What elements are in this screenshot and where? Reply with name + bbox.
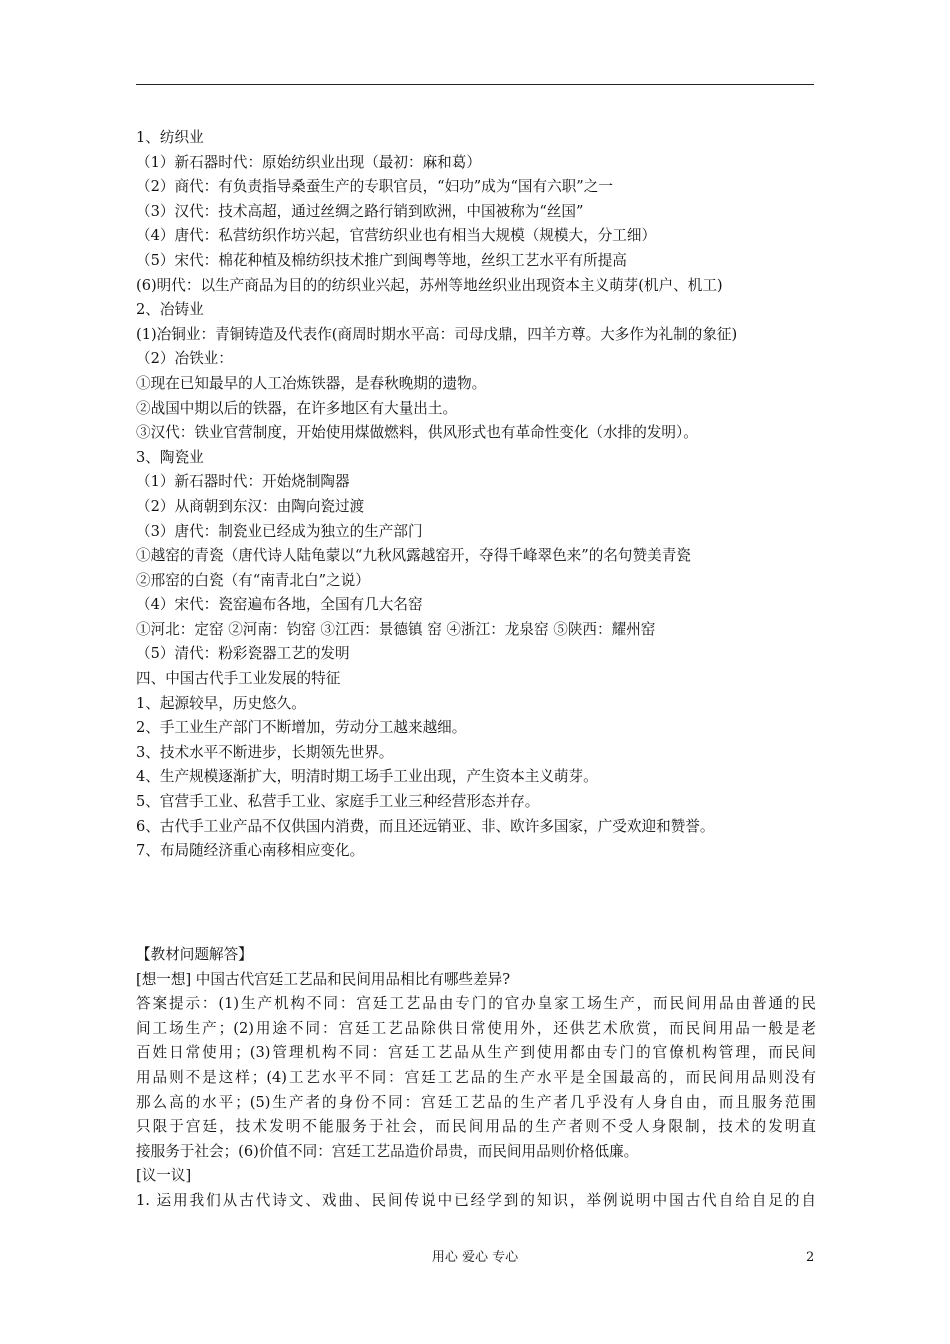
- answer-line: 接服务于社会；(6)价值不同：宫廷工艺品造价昂贵，而民间用品则价格低廉。: [136, 1142, 639, 1160]
- outline-section: [136, 126, 816, 864]
- section-heading-textile: 1、纺织业: [136, 129, 204, 146]
- qa-heading: 【教材问题解答】: [136, 946, 253, 963]
- outline-line: ①河北：定窑 ②河南：钧窑 ③江西：景德镇 窑 ④浙江：龙泉窑 ⑤陕西：耀州窑: [136, 620, 656, 638]
- answer-line: 百姓日常使用；(3)管理机构不同：宫廷工艺品从生产到使用都由专门的官僚机构管理，而民间: [136, 1044, 816, 1062]
- qa-question: [想一想] 中国古代宫廷工艺品和民间用品相比有哪些差异?: [136, 970, 511, 988]
- discuss-heading: [议一议]: [136, 1167, 192, 1185]
- header-rule: [136, 84, 814, 85]
- outline-line: ③汉代：铁业官营制度，开始使用煤做燃料，供风形式也有革命性变化（水排的发明）。: [136, 424, 698, 442]
- outline-line: （1）新石器时代：原始纺织业出现（最初：麻和葛）: [136, 153, 481, 171]
- feature-item: 2、手工业生产部门不断增加，劳动分工越来越细。: [136, 719, 467, 737]
- answer-line: 间工场生产；(2)用途不同：宫廷工艺品除供日常使用外，还供艺术欣赏，而民间用品一般是老: [136, 1019, 816, 1037]
- feature-item: 3、技术水平不断进步，长期领先世界。: [136, 743, 394, 761]
- feature-item: 6、古代手工业产品不仅供国内消费，而且还远销亚、非、欧许多国家，广受欢迎和赞誉。: [136, 817, 715, 835]
- outline-line: （2）冶铁业：: [136, 350, 233, 368]
- answer-line: 那么高的水平；(5)生产者的身份不同：宫廷工艺品的生产者几乎没有人身自由，而且服务范围: [136, 1093, 816, 1111]
- outline-line: ①现在已知最早的人工冶炼铁器，是春秋晚期的遗物。: [136, 374, 487, 392]
- outline-line: （2）商代：有负责指导桑蚕生产的专职官员，“妇功”成为“国有六职”之一: [136, 178, 613, 196]
- page-number: 2: [806, 1250, 815, 1265]
- answer-line: 用品则不是这样；(4)工艺水平不同：宫廷工艺品的生产水平是全国最高的，而民间用品则没有: [136, 1068, 816, 1086]
- outline-line: ②邢窑的白瓷（有“南青北白”之说）: [136, 571, 370, 589]
- outline-line: ①越窑的青瓷（唐代诗人陆龟蒙以“九秋风露越窑开，夺得千峰翠色来”的名句赞美青瓷: [136, 547, 691, 565]
- outline-line: （4）宋代：瓷窑遍布各地，全国有几大名窑: [136, 596, 423, 614]
- feature-item: 1、起源较早，历史悠久。: [136, 694, 306, 712]
- section-heading-casting: 2、冶铸业: [136, 301, 204, 319]
- outline-line: (1)冶铜业：青铜铸造及代表作(商周时期水平高：司母戊鼎，四羊方尊。大多作为礼制的象征): [136, 325, 738, 343]
- feature-item: 7、布局随经济重心南移相应变化。: [136, 842, 365, 860]
- feature-item: 5、官营手工业、私营手工业、家庭手工业三种经营形态并存。: [136, 793, 540, 811]
- outline-line: （3）汉代：技术高超，通过丝绸之路行销到欧洲，中国被称为“丝国”: [136, 202, 584, 220]
- outline-line: （3）唐代：制瓷业已经成为独立的生产部门: [136, 522, 423, 540]
- answer-line: 只限于宫廷，技术发明不能服务于社会，而民间用品的生产者则不受人身限制，技术的发明直: [136, 1118, 816, 1136]
- outline-line: (6)明代：以生产商品为目的的纺织业兴起，苏州等地丝织业出现资本主义萌芽(机户、机工): [136, 276, 723, 294]
- section-heading-features: 四、中国古代手工业发展的特征: [136, 670, 341, 688]
- outline-line: （4）唐代：私营纺织作坊兴起，官营纺织业也有相当大规模（规模大，分工细）: [136, 227, 657, 245]
- answer-line: 答案提示：(1)生产机构不同：宫廷工艺品由专门的官办皇家工场生产，而民间用品由普通的民: [136, 995, 816, 1013]
- outline-line: （5）宋代：棉花种植及棉纺织技术推广到闽粤等地，丝织工艺水平有所提高: [136, 251, 627, 269]
- outline-line: （1）新石器时代：开始烧制陶器: [136, 473, 350, 491]
- feature-item: 4、生产规模逐渐扩大，明清时期工场手工业出现，产生资本主义萌芽。: [136, 768, 598, 786]
- outline-line: （5）清代：粉彩瓷器工艺的发明: [136, 645, 350, 663]
- section-heading-ceramics: 3、陶瓷业: [136, 448, 204, 466]
- outline-line: （2）从商朝到东汉：由陶向瓷过渡: [136, 497, 365, 515]
- footer-text: 用心 爱心 专心: [431, 1250, 519, 1265]
- textbook-qa-section: [136, 943, 816, 1214]
- discuss-item: 1. 运用我们从古代诗文、戏曲、民间传说中已经学到的知识，举例说明中国古代自给自足的自: [136, 1191, 816, 1209]
- outline-line: ②战国中期以后的铁器，在许多地区有大量出土。: [136, 399, 458, 417]
